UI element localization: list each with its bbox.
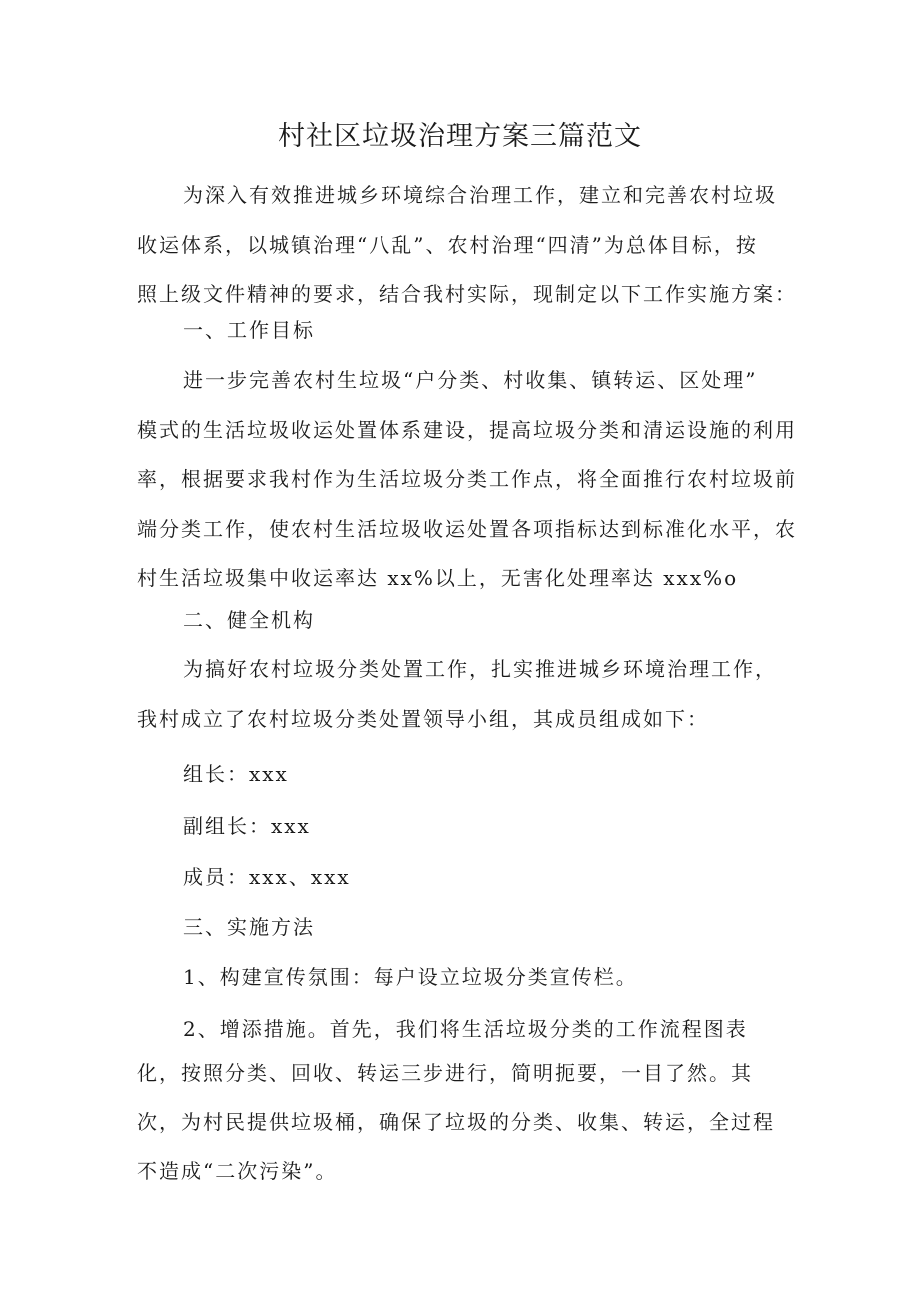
intro-line: 收运体系，以城镇治理“八乱”、农村治理“四清”为总体目标，按 — [137, 232, 758, 257]
goals-line: 端分类工作，使农村生活垃圾收运处置各项指标达到标准化水平，农 — [137, 516, 797, 541]
method-item-2-line: 不造成“二次污染”。 — [137, 1159, 338, 1183]
method-item-2-line: 化，按照分类、回收、转运三步进行，简明扼要，一目了然。其 — [137, 1061, 753, 1085]
goals-line: 进一步完善农村生垃圾“户分类、村收集、镇转运、区处理” — [183, 368, 758, 392]
member-deputy: 副组长：xxx — [183, 814, 311, 838]
intro-line: 为深入有效推进城乡环境综合治理工作，建立和完善农村垃圾 — [183, 183, 777, 207]
member-leader: 组长：xxx — [183, 762, 289, 786]
goals-line: 率，根据要求我村作为生活垃圾分类工作点，将全面推行农村垃圾前 — [137, 467, 797, 491]
document-title: 村社区垃圾治理方案三篇范文 — [278, 121, 642, 152]
section-heading-goals: 一、工作目标 — [183, 318, 315, 342]
method-item-2-line: 次，为村民提供垃圾桶，确保了垃圾的分类、收集、转运，全过程 — [137, 1110, 775, 1134]
organization-paragraph — [137, 645, 787, 744]
method-item-1: 1、构建宣传氛围：每户设立垃圾分类宣传栏。 — [183, 965, 638, 989]
organization-line: 我村成立了农村垃圾分类处置领导小组，其成员组成如下： — [137, 706, 709, 731]
goals-line: 模式的生活垃圾收运处置体系建设，提高垃圾分类和清运设施的利用 — [137, 417, 797, 442]
intro-paragraph — [137, 171, 797, 320]
goals-line: 村生活垃圾集中收运率达 xx%以上，无害化处理率达 xxx%o — [137, 566, 739, 590]
member-staff: 成员：xxx、xxx — [183, 865, 351, 889]
organization-line: 为搞好农村垃圾分类处置工作，扎实推进城乡环境治理工作， — [183, 657, 777, 681]
section-heading-methods: 三、实施方法 — [183, 915, 315, 939]
intro-line: 照上级文件精神的要求，结合我村实际，现制定以下工作实施方案： — [137, 282, 797, 306]
method-item-2-line: 2、增添措施。首先，我们将生活垃圾分类的工作流程图表 — [183, 1017, 748, 1041]
goals-paragraph — [137, 356, 797, 604]
section-heading-organization: 二、健全机构 — [183, 608, 315, 632]
